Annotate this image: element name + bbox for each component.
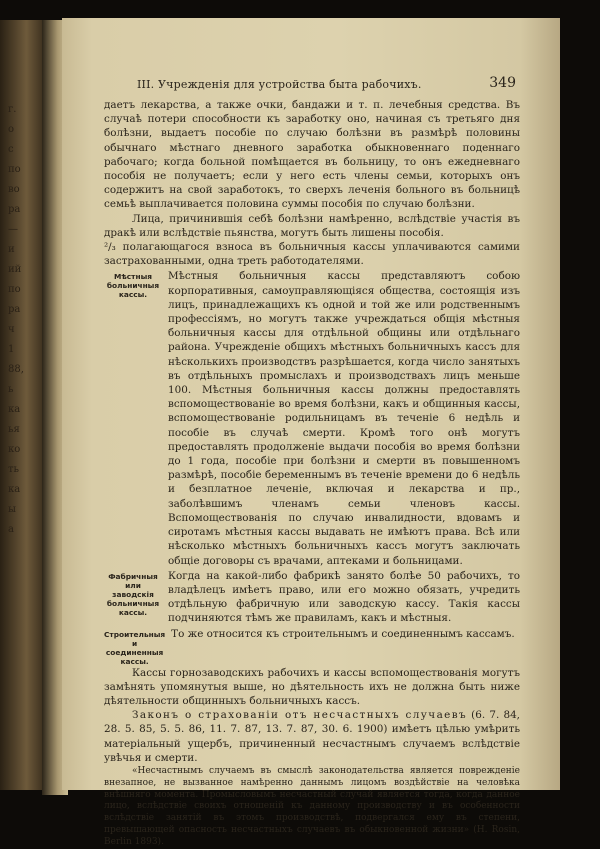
left-page-fragment: ья — [8, 424, 20, 435]
left-page-fragment: и — [8, 244, 15, 255]
law-title: Законъ о страхованіи отъ несчастныхъ случаевъ — [132, 709, 467, 722]
law-paragraph — [104, 708, 520, 765]
left-page-fragments — [8, 100, 34, 540]
book-page — [62, 18, 560, 847]
paragraph: Кассы горнозаводскихъ рабочихъ и кассы вспомоществованія могутъ замѣнять упомянутыя выше, но дѣятельность ихъ не должна быть ниже дѣятельности общинныхъ больничныхъ кассъ. — [104, 666, 520, 707]
left-page-fragment: с — [8, 144, 14, 155]
left-page-fragment: по — [8, 284, 21, 295]
left-page-fragment: о — [8, 124, 15, 135]
left-page-fragment: ий — [8, 264, 22, 275]
left-page-fragment: по — [8, 164, 21, 175]
margin-note: Строительныя и соединенныя кассы. — [104, 629, 166, 666]
section-building-funds — [104, 627, 520, 666]
margin-note: Мѣстныя больничныя кассы. — [106, 272, 160, 300]
left-page-fragment: ч — [8, 324, 15, 335]
left-page-fragment: а — [8, 524, 14, 535]
left-page-fragment: ра — [8, 304, 21, 315]
left-page-fragment: г. — [8, 104, 17, 115]
left-page-fragment: ка — [8, 484, 21, 495]
running-head: III. Учрежденія для устройства быта рабочихъ. — [137, 78, 422, 91]
left-page-fragment: ко — [8, 444, 21, 455]
left-page-fragment: 88, — [8, 364, 24, 375]
paragraph: Лица, причинившія себѣ болѣзни намѣренно, вслѣдствіе участія въ дракѣ или вслѣдствіе пьянства, могутъ быть лишены пособія. — [104, 212, 520, 239]
left-page-fragment: 1 — [8, 344, 15, 355]
paragraph: Когда на какой-либо фабрикѣ занято болѣе 50 рабочихъ, то владѣлецъ имѣетъ право, или его можно обязать, учредить отдѣльную фабричную или заводскую кассу. Такія кассы подчиняются тѣмъ же правиламъ, какъ и мѣстныя. — [168, 569, 520, 625]
law-text: (6. 7. 84, 28. 5. 85, 5. 5. 86, 11. 7. 87, 13. 7. 87, 30. 6. 1900) имѣетъ цѣлью умѣрить матеріальный ущербъ, причиненный несчастнымъ случаемъ вслѣдствіе увѣчья и смерти. — [104, 709, 520, 764]
page-header — [62, 75, 560, 96]
left-page-fragment: — — [8, 224, 18, 235]
left-page-fragment: во — [8, 184, 20, 195]
left-page-edge — [0, 20, 44, 790]
section-factory-funds — [104, 569, 520, 626]
left-page-fragment: ы — [8, 504, 16, 515]
paragraph: даетъ лекарства, а также очки, бандажи и т. п. лечебныя средства. Въ случаѣ потери способности къ заработку оно, начиная съ третьяго дня болѣзни, выдаетъ пособіе по случаю болѣзни въ размѣрѣ половины обычнаго мѣстнаго дневного заработка обыкновеннаго поденнаго рабочаго; когда больной помѣщается въ больницу, то онъ ежедневнаго пособія не получаетъ; если у него есть члены семьи, которыхъ онъ содержитъ на свой заработокъ, то сверхъ леченія больного въ больницѣ семьѣ выплачивается половина суммы пособія по случаю болѣзни. — [104, 99, 520, 211]
page-number: 349 — [489, 75, 516, 91]
margin-note: Фабричныя или заводскія больничныя кассы. — [106, 571, 160, 617]
paragraph: Мѣстныя больничныя кассы представляютъ собою корпоративныя, самоуправляющіяся общества, состоящія изъ лицъ, принадлежащихъ къ одной и той же или родственнымъ профессіямъ, но могутъ также учреждаться общія мѣстныя больничныя кассы для отдѣльной общины или отдѣльнаго района. Учрежденіе общихъ мѣстныхъ больничныхъ кассъ для нѣсколькихъ производствъ разрѣшается, когда число занятыхъ въ отдѣльныхъ промыслахъ и производствахъ лицъ меньше 100. Мѣстныя больничныя кассы должны предоставлять вспомоществованіе во время болѣзни, какъ и общинныя кассы, вспомоществованіе родильницамъ въ теченіе 6 недѣль и пособіе въ случаѣ смерти. Кромѣ того онѣ могутъ предоставлять продолженіе выдачи пособія во время болѣзни до 1 года, пособіе при болѣзни и смерти въ повышенномъ размѣрѣ, пособіе беременнымъ въ теченіе времени до 6 недѣль и безплатное леченіе, включая и лекарства и пр., заболѣвшимъ членамъ семьи членовъ кассы. Вспомоществованія по случаю инвалидности, вдовамъ и сиротамъ мѣстныя кассы выдавать не имѣютъ права. Всѣ или нѣсколько мѣстныхъ больничныхъ кассъ могутъ заключать общіе договоры съ врачами, аптеками и больницами. — [168, 270, 520, 567]
paragraph: ²/₃ полагающагося взноса въ больничныя кассы уплачиваются самими застрахованными, одна треть работодателями. — [104, 241, 520, 268]
left-page-fragment: ь — [8, 384, 14, 395]
left-page-fragment: ра — [8, 204, 21, 215]
paragraph: То же относится къ строительнымъ и соединеннымъ кассамъ. — [171, 627, 515, 640]
left-page-fragment: ка — [8, 404, 21, 415]
page-body — [104, 98, 520, 849]
section-local-funds — [104, 269, 520, 567]
left-page-fragment: ть — [8, 464, 19, 475]
footnote: «Несчастнымъ случаемъ въ смыслѣ законодательства является поврежденіе внезапное, не вызванное намѣренно даннымъ лицомъ воздѣйствіе на человѣка внѣшняго момента. Промысловымъ несчастный случай является тогда, когда данное лицо, вслѣдствіе своихъ отношеній къ данному производству и въ особенности вслѣдствіе занятій въ этомъ производствѣ, подвергался ему въ степени, превышающей опасность несчастныхъ случаевъ въ обыкновенной жизни» (H. Rosin, Berlin 1893). — [104, 765, 520, 847]
